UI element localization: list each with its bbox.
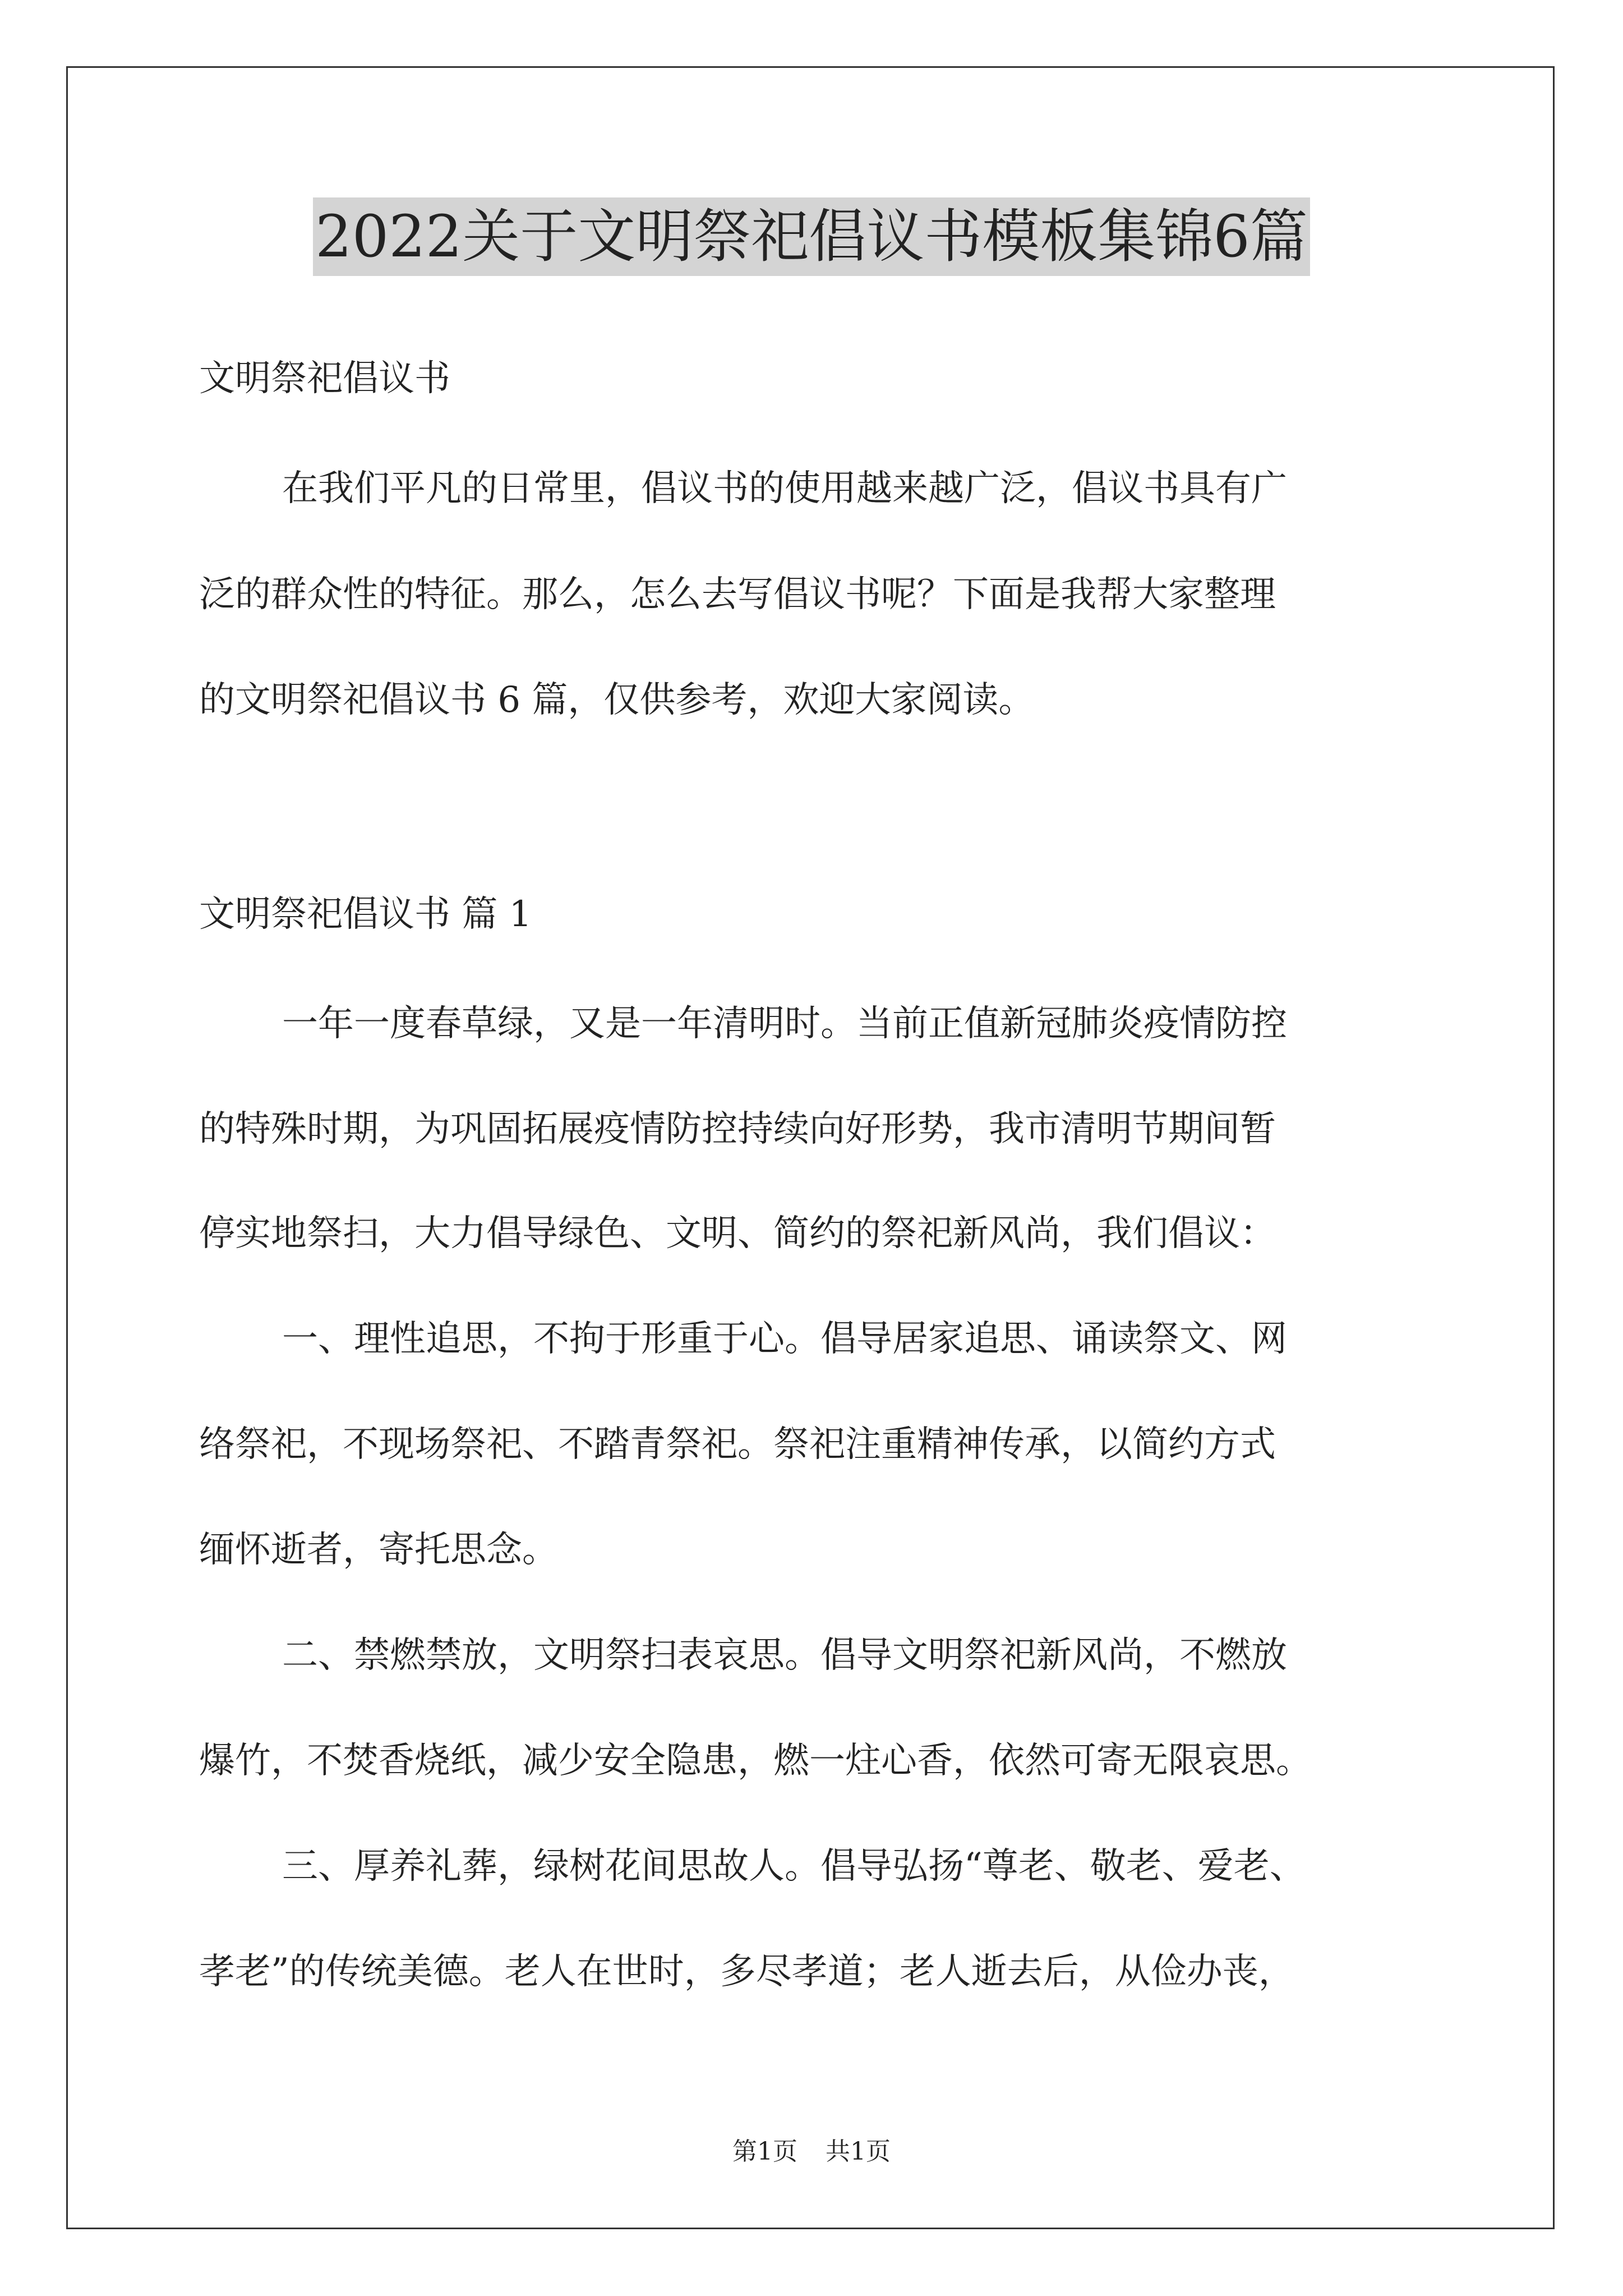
document-title [0, 197, 1623, 276]
paragraph-line: 一年一度春草绿，又是一年清明时。当前正值新冠肺炎疫情防控 [282, 1003, 1287, 1045]
paragraph-line: 一、理性追思，不拘于形重于心。倡导居家追思、诵读祭文、网 [282, 1318, 1287, 1360]
paragraph-line: 的特殊时期，为巩固拓展疫情防控持续向好形势，我市清明节期间暂 [199, 1108, 1276, 1150]
page-footer [0, 2135, 1623, 2169]
page-total: 共1页 [826, 2137, 891, 2166]
paragraph-line: 二、禁燃禁放，文明祭扫表哀思。倡导文明祭祀新风尚，不燃放 [282, 1635, 1287, 1676]
document-title-text: 2022关于文明祭祀倡议书模板集锦6篇 [313, 197, 1310, 276]
paragraph-line: 在我们平凡的日常里，倡议书的使用越来越广泛，倡议书具有广 [282, 468, 1287, 509]
paragraph-line: 三、厚养礼葬，绿树花间思故人。倡导弘扬“尊老、敬老、爱老、 [282, 1846, 1306, 1887]
paragraph-line: 停实地祭扫，大力倡导绿色、文明、简约的祭祀新风尚，我们倡议： [199, 1213, 1276, 1254]
paragraph-line: 的文明祭祀倡议书 6 篇，仅供参考，欢迎大家阅读。 [199, 679, 1035, 721]
paragraph-line: 泛的群众性的特征。那么，怎么去写倡议书呢？下面是我帮大家整理 [199, 574, 1276, 615]
page-number: 第1页 [732, 2137, 797, 2166]
section-heading: 文明祭祀倡议书 篇 1 [199, 894, 532, 935]
section-heading: 文明祭祀倡议书 [199, 358, 450, 399]
paragraph-line: 爆竹，不焚香烧纸，减少安全隐患，燃一炷心香，依然可寄无限哀思。 [199, 1740, 1312, 1782]
paragraph-line: 孝老”的传统美德。老人在世时，多尽孝道；老人逝去后，从俭办丧， [199, 1951, 1294, 1993]
paragraph-line: 络祭祀，不现场祭祀、不踏青祭祀。祭祀注重精神传承，以简约方式 [199, 1424, 1276, 1465]
paragraph-line: 缅怀逝者，寄托思念。 [199, 1529, 558, 1571]
